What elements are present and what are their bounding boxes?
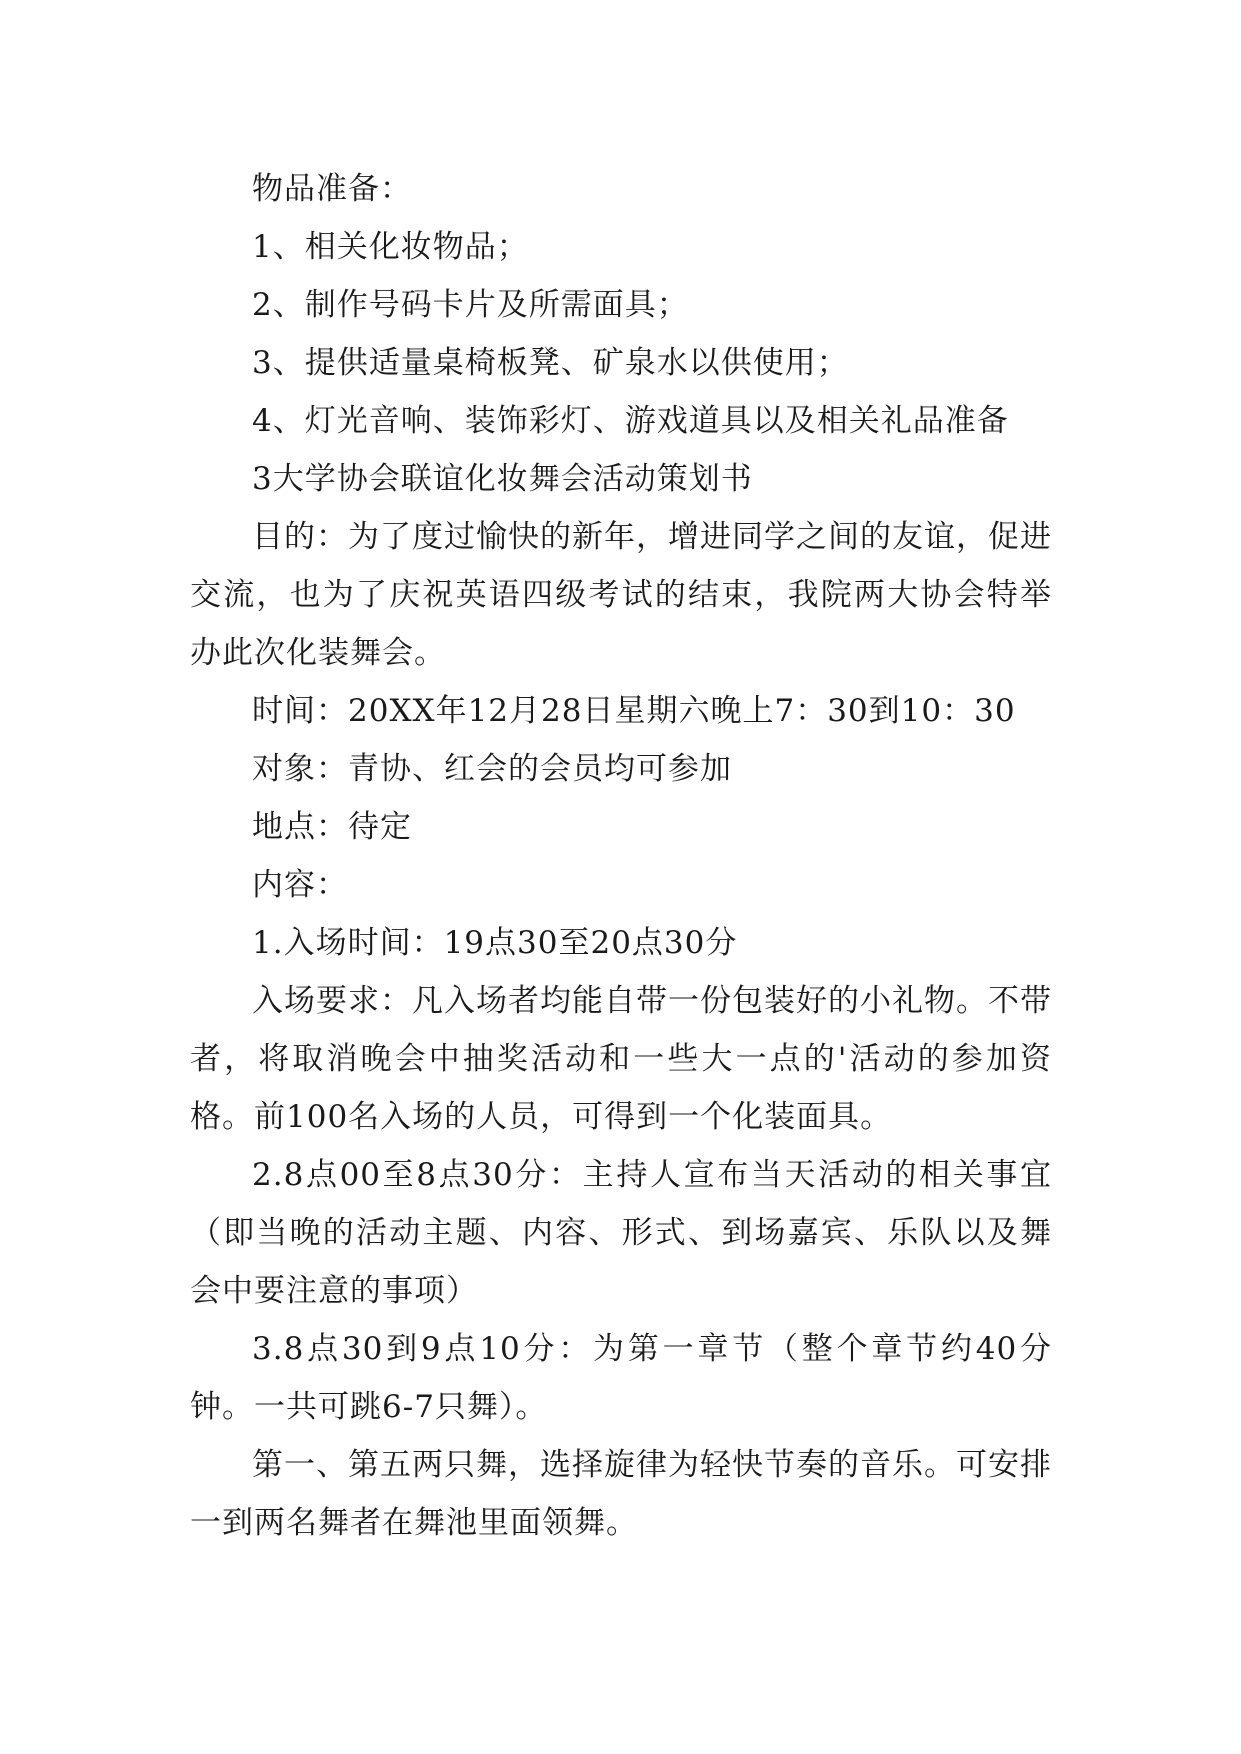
- section-title: 3大学协会联谊化妆舞会活动策划书: [252, 461, 753, 497]
- paragraph-item-3: 3、提供适量桌椅板凳、矿泉水以供使用；: [252, 345, 849, 381]
- paragraph-purpose: 目的：为了度过愉快的新年，增进同学之间的友谊，促进交流，也为了庆祝英语四级考试的结束，我院两大协会特举办此次化装舞会。: [190, 519, 1052, 671]
- paragraph-items-heading: 物品准备：: [252, 171, 412, 207]
- paragraph-audience: 对象：青协、红会的会员均可参加: [252, 751, 732, 787]
- paragraph-first-chapter: 3.8点30到9点10分：为第一章节（整个章节约40分钟。一共可跳6-7只舞）。: [190, 1331, 1052, 1425]
- paragraph-location: 地点：待定: [252, 809, 412, 845]
- paragraph-time: 时间：20XX年12月28日星期六晚上7：30到10：30: [252, 693, 1016, 729]
- paragraph-content-heading: 内容：: [252, 867, 348, 903]
- paragraph-item-2: 2、制作号码卡片及所需面具；: [252, 287, 689, 323]
- paragraph-entry-requirements: 入场要求：凡入场者均能自带一份包装好的小礼物。不带者，将取消晚会中抽奖活动和一些大一点的'活动的参加资格。前100名入场的人员，可得到一个化装面具。: [190, 983, 1052, 1135]
- paragraph-entry-time: 1.入场时间：19点30至20点30分: [252, 925, 738, 961]
- document-body: [190, 160, 1052, 1552]
- paragraph-first-fifth-dance: 第一、第五两只舞，选择旋律为轻快节奏的音乐。可安排一到两名舞者在舞池里面领舞。: [190, 1447, 1052, 1541]
- paragraph-host-announcement: 2.8点00至8点30分：主持人宣布当天活动的相关事宜（即当晚的活动主题、内容、形式、到场嘉宾、乐队以及舞会中要注意的事项）: [190, 1157, 1052, 1309]
- paragraph-item-4: 4、灯光音响、装饰彩灯、游戏道具以及相关礼品准备: [252, 403, 1009, 439]
- paragraph-item-1: 1、相关化妆物品；: [252, 229, 529, 265]
